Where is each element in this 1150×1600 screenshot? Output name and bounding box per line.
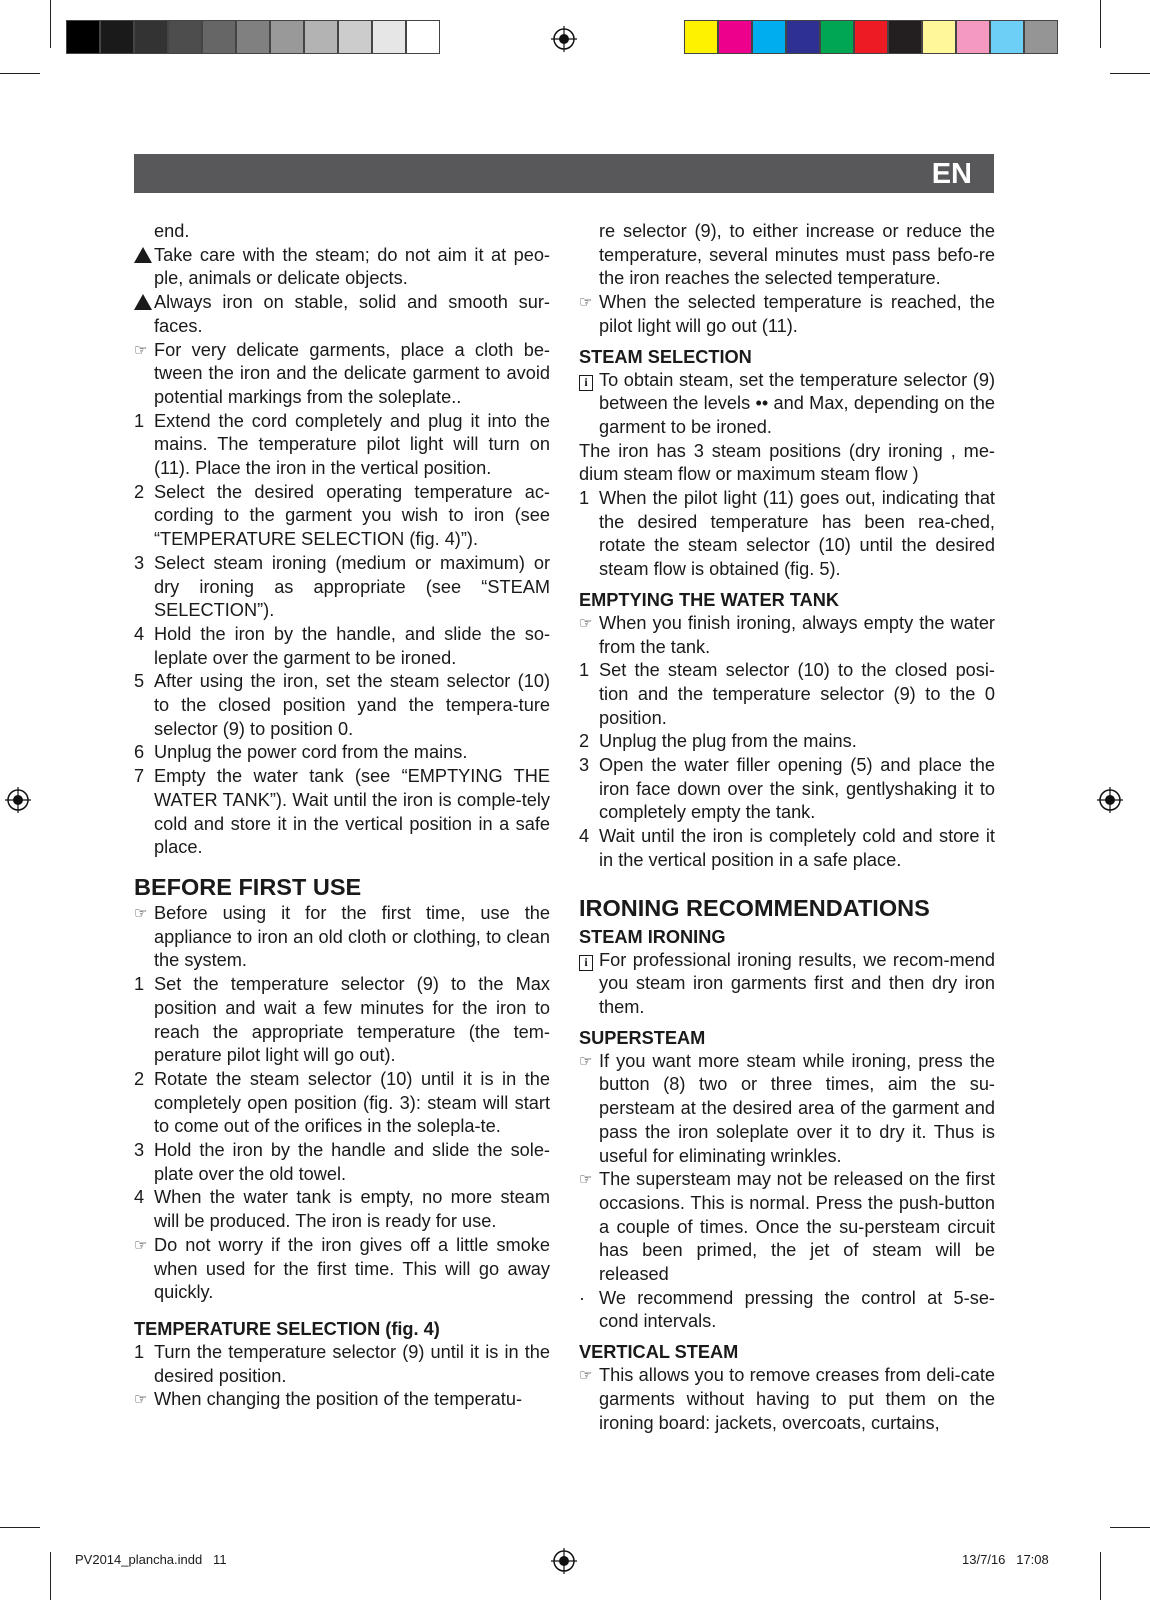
list-item [134, 741, 550, 765]
list-item-text: Hold the iron by the handle, and slide the so-leplate over the garment to be ironed. [154, 623, 550, 668]
step-number: 1 [579, 660, 590, 681]
color-swatch [338, 20, 372, 54]
list-item [579, 1050, 995, 1169]
list-item [134, 1388, 550, 1412]
pointing-hand-icon: ☞ [579, 1171, 593, 1189]
list-item [134, 552, 550, 623]
list-item [579, 612, 995, 659]
list-item-text: Always iron on stable, solid and smooth sur-faces. [154, 292, 550, 336]
color-swatch [990, 20, 1024, 54]
step-number: 3 [134, 552, 145, 573]
crop-mark [1110, 1527, 1150, 1528]
step-number: 7 [134, 766, 145, 787]
list-item-text: When the water tank is empty, no more steam will be produced. The iron is ready for use. [154, 1187, 550, 1232]
list-item-text: Before using it for the first time, use the appliance to iron an old cloth or clothing, to clean the system. [154, 902, 550, 971]
crop-mark [50, 0, 51, 48]
steam-selection-list [579, 487, 995, 582]
list-item-text: When the selected temperature is reached, the pilot light will go out (11). [599, 292, 995, 336]
emptying-list [579, 612, 995, 873]
pointing-hand-icon: ☞ [579, 614, 593, 632]
color-swatch [922, 20, 956, 54]
list-item [134, 1234, 550, 1305]
list-item [579, 1287, 995, 1334]
gray-scale-bar [66, 20, 440, 56]
pointing-hand-icon: ☞ [579, 294, 593, 312]
list-item [134, 481, 550, 552]
language-code: EN [931, 158, 972, 190]
info-text: For professional ironing results, we recom-mend you steam iron garments first and then dry iron them. [599, 949, 995, 1017]
list-item-text: If you want more steam while ironing, press the button (8) two or three times, aim the su-persteam at the desired area of the garment and pass the iron soleplate over it to dry it. Thus is useful for eliminating wrinkles. [599, 1050, 995, 1166]
list-item [579, 220, 995, 291]
step-number: 4 [134, 623, 145, 644]
list-item [134, 244, 550, 291]
list-item-text: We recommend pressing the control at 5-se-cond intervals. [599, 1287, 995, 1332]
color-swatch [820, 20, 854, 54]
crop-mark [0, 1527, 40, 1528]
list-item-text: When changing the position of the temperatu- [154, 1389, 523, 1410]
color-swatch [684, 20, 718, 54]
step-number: 1 [134, 410, 145, 431]
info-text: To obtain steam, set the temperature selector (9) between the levels •• and Max, depending on the garment to be ironed. [599, 369, 995, 437]
step-number: 2 [134, 1068, 145, 1089]
continued-list [579, 220, 995, 339]
before-first-use-list [134, 902, 550, 1305]
info-icon: i [579, 955, 593, 971]
step-number: 1 [134, 974, 145, 995]
list-item-text: Empty the water tank (see “EMPTYING THE WATER TANK”). Wait until the iron is comple-tely cold and store it in the vertical position in a safe place. [154, 766, 550, 858]
list-item [134, 902, 550, 973]
temperature-selection-list [134, 1341, 550, 1412]
list-item [579, 825, 995, 872]
list-item [134, 670, 550, 741]
color-swatch [888, 20, 922, 54]
section-title-before-first-use: BEFORE FIRST USE [134, 873, 362, 900]
pointing-hand-icon: ☞ [579, 1367, 593, 1385]
registration-mark-icon [551, 1548, 577, 1574]
list-item-text: Open the water filler opening (5) and place the iron face down over the sink, gentlyshaking it to completely empty the tank. [599, 755, 995, 823]
step-number: 5 [134, 671, 145, 692]
color-swatch [270, 20, 304, 54]
color-swatch [100, 20, 134, 54]
list-item [579, 1168, 995, 1287]
pointing-hand-icon: ☞ [134, 341, 148, 359]
list-item-text: Hold the iron by the handle and slide the sole-plate over the old towel. [154, 1140, 550, 1184]
color-swatch [202, 20, 236, 54]
list-item-text: This allows you to remove creases from deli-cate garments without having to put them on the ironing board: jackets, overcoats, curtains, [599, 1365, 995, 1433]
list-item-text: Rotate the steam selector (10) until it is in the completely open position (fig. 3): steam will start to come out of the orifices in the solepla-te. [154, 1068, 550, 1137]
color-swatch [236, 20, 270, 54]
list-item [134, 339, 550, 410]
list-item-text: Unplug the power cord from the mains. [154, 742, 468, 763]
pointing-hand-icon: ☞ [134, 904, 148, 922]
list-item [579, 659, 995, 730]
color-swatch [718, 20, 752, 54]
step-number: 2 [134, 481, 145, 502]
list-item-text: Extend the cord completely and plug it into the mains. The temperature pilot light will turn on (11). Place the iron in the vertical position. [154, 410, 550, 479]
list-item [134, 973, 550, 1068]
list-item-text: Set the steam selector (10) to the closed posi-tion and the temperature selector (9) to the 0 position. [599, 660, 995, 728]
footer-file-name: PV2014_plancha.indd 11 [75, 1552, 227, 1567]
color-swatch [372, 20, 406, 54]
footer-date: 13/7/16 17:08 [962, 1552, 1049, 1567]
step-number: 6 [134, 742, 145, 763]
subsection-title-temperature-selection: TEMPERATURE SELECTION (fig. 4) [134, 1318, 440, 1339]
list-item-text: Select steam ironing (medium or maximum) or dry ironing as appropriate (see “STEAM SELECTION”). [154, 552, 550, 621]
bullet-icon: · [579, 1287, 586, 1308]
subsection-title-emptying-water-tank: EMPTYING THE WATER TANK [579, 589, 840, 610]
registration-mark-icon [1097, 787, 1123, 813]
color-swatch [304, 20, 338, 54]
left-column [134, 220, 550, 1412]
list-item [134, 220, 550, 244]
list-item-text: Wait until the iron is completely cold and store it in the vertical position in a safe place. [599, 826, 995, 870]
list-item-text: When the pilot light (11) goes out, indicating that the desired temperature has been rea-ched, rotate the steam selector (10) until the desired steam flow is obtained (fig. 5). [599, 488, 995, 580]
list-item [134, 291, 550, 338]
color-swatch [168, 20, 202, 54]
subsection-title-steam-ironing: STEAM IRONING [579, 926, 726, 947]
pointing-hand-icon: ☞ [579, 1052, 593, 1070]
color-swatch [1024, 20, 1058, 54]
step-number: 4 [134, 1187, 145, 1208]
step-number: 1 [134, 1341, 145, 1362]
color-swatch [66, 20, 100, 54]
list-item [134, 1186, 550, 1233]
list-item-text: Set the temperature selector (9) to the Max position and wait a few minutes for the iron to reach the appropriate temperature (the tem-perature pilot light will go out). [154, 974, 550, 1066]
list-item [134, 1068, 550, 1139]
intro-list [134, 220, 550, 860]
pointing-hand-icon: ☞ [134, 1391, 148, 1409]
crop-mark [1110, 73, 1150, 74]
list-item-text: end. [154, 221, 190, 241]
info-note [579, 949, 995, 1020]
list-item-text: Do not worry if the iron gives off a little smoke when used for the first time. This will go away quickly. [154, 1234, 550, 1303]
list-item-text: Turn the temperature selector (9) until it is in the desired position. [154, 1341, 550, 1386]
list-item-text: When you finish ironing, always empty the water from the tank. [599, 612, 995, 657]
color-swatch [854, 20, 888, 54]
warning-icon [134, 291, 154, 315]
section-title-ironing-recommendations: IRONING RECOMMENDATIONS [579, 894, 930, 921]
subsection-title-vertical-steam: VERTICAL STEAM [579, 1342, 739, 1363]
supersteam-list [579, 1050, 995, 1334]
step-number: 4 [579, 826, 590, 847]
crop-mark [1100, 0, 1101, 48]
pointing-hand-icon: ☞ [134, 1236, 148, 1254]
list-item [579, 754, 995, 825]
list-item [579, 291, 995, 338]
list-item [134, 623, 550, 670]
list-item-text: Unplug the plug from the mains. [599, 731, 857, 752]
list-item-text: The supersteam may not be released on the first occasions. This is normal. Press the push-button a couple of times. Once the su-persteam circuit has been primed, the jet of steam will be released [599, 1169, 995, 1285]
vertical-steam-list [579, 1364, 995, 1435]
subsection-title-steam-selection: STEAM SELECTION [579, 346, 752, 367]
color-swatch [956, 20, 990, 54]
step-number: 3 [579, 755, 590, 776]
list-item-text: Select the desired operating temperature ac-cording to the garment you wish to iron (see “TEMPERATURE SELECTION (fig. 4)”). [154, 481, 550, 550]
list-item [134, 1341, 550, 1388]
crop-mark [1100, 1552, 1101, 1600]
list-item-text: For very delicate garments, place a cloth be-tween the iron and the delicate garment to avoid potential markings from the soleplate.. [154, 339, 550, 407]
info-note [579, 369, 995, 440]
color-swatch [134, 20, 168, 54]
warning-icon [134, 244, 154, 268]
list-item [134, 1139, 550, 1186]
list-item [579, 1364, 995, 1435]
process-color-bar [684, 20, 1058, 56]
paragraph: The iron has 3 steam positions (dry ironing , me-dium steam flow or maximum steam flow ) [579, 440, 995, 485]
registration-mark-icon [5, 787, 31, 813]
step-number: 1 [579, 488, 590, 509]
color-swatch [786, 20, 820, 54]
subsection-title-supersteam: SUPERSTEAM [579, 1027, 706, 1048]
crop-mark [50, 1552, 51, 1600]
list-item-text: re selector (9), to either increase or reduce the temperature, several minutes must pass befo-re the iron reaches the selected temperature. [599, 221, 995, 289]
right-column [579, 220, 995, 1435]
list-item [134, 765, 550, 860]
list-item [134, 410, 550, 481]
info-icon: i [579, 375, 593, 391]
step-number: 2 [579, 731, 590, 752]
list-item-text: Take care with the steam; do not aim it at peo-ple, animals or delicate objects. [154, 244, 550, 289]
list-item [579, 487, 995, 582]
registration-mark-icon [551, 26, 577, 52]
crop-mark [0, 73, 40, 74]
list-item-text: After using the iron, set the steam selector (10) to the closed position yand the tempera-ture selector (9) to position 0. [154, 671, 550, 739]
color-swatch [406, 20, 440, 54]
list-item [579, 730, 995, 754]
step-number: 3 [134, 1140, 145, 1161]
color-swatch [752, 20, 786, 54]
language-header-bar [134, 154, 994, 193]
